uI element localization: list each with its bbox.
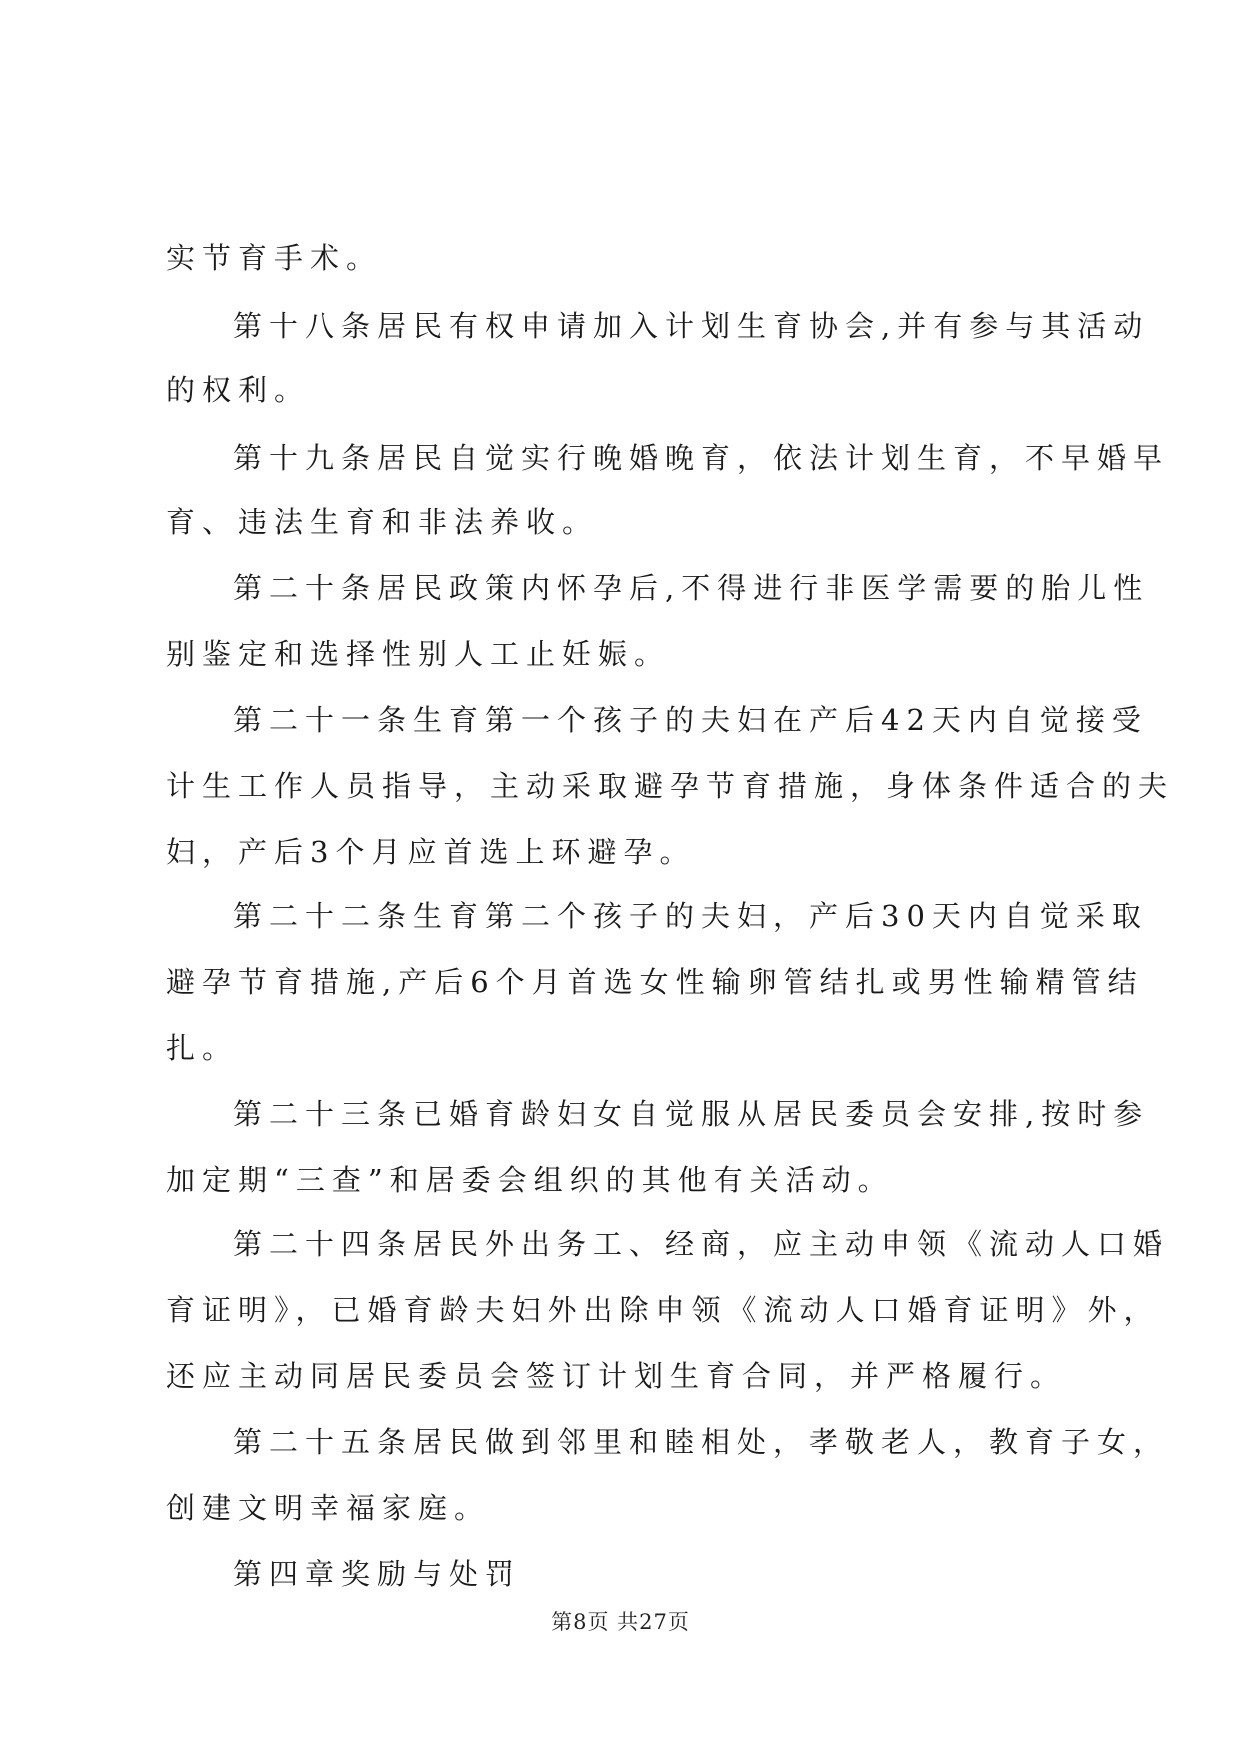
chapter-heading: 第四章奖励与处罚 [233,1557,522,1591]
text-line: 还应主动同居民委员会签订计划生育合同，并严格履行。 [166,1359,1067,1393]
text-line: 计生工作人员指导，主动采取避孕节育措施，身体条件适合的夫 [166,769,1175,803]
text-line: 扎。 [166,1031,239,1065]
text-line: 第二十三条已婚育龄妇女自觉服从居民委员会安排,按时参 [233,1097,1150,1131]
text-line: 的权利。 [166,373,311,407]
text-line: 第十九条居民自觉实行晚婚晚育，依法计划生育，不早婚早 [233,441,1170,475]
text-line: 第二十一条生育第一个孩子的夫妇在产后42天内自觉接受 [233,703,1148,737]
text-line: 别鉴定和选择性别人工止妊娠。 [166,637,671,671]
text-line: 创建文明幸福家庭。 [166,1491,491,1525]
text-line: 避孕节育措施,产后6个月首选女性输卵管结扎或男性输精管结 [166,965,1144,999]
text-line: 妇，产后3个月应首选上环避孕。 [166,835,696,869]
text-line: 第十八条居民有权申请加入计划生育协会,并有参与其活动 [233,309,1150,343]
text-line: 实节育手术。 [166,241,383,275]
text-line: 加定期“三查”和居委会组织的其他有关活动。 [166,1163,894,1197]
text-line: 第二十五条居民做到邻里和睦相处，孝敬老人，教育子女， [233,1425,1170,1459]
text-line: 第二十二条生育第二个孩子的夫妇，产后30天内自觉采取 [233,899,1148,933]
text-line: 第二十四条居民外出务工、经商，应主动申领《流动人口婚 [233,1227,1170,1261]
text-line: 育证明》，已婚育龄夫妇外出除申领《流动人口婚育证明》外， [166,1293,1160,1327]
text-line: 育、违法生育和非法养收。 [166,505,599,539]
page-footer: 第8页 共27页 [551,1610,690,1634]
text-line: 第二十条居民政策内怀孕后,不得进行非医学需要的胎儿性 [233,571,1150,605]
